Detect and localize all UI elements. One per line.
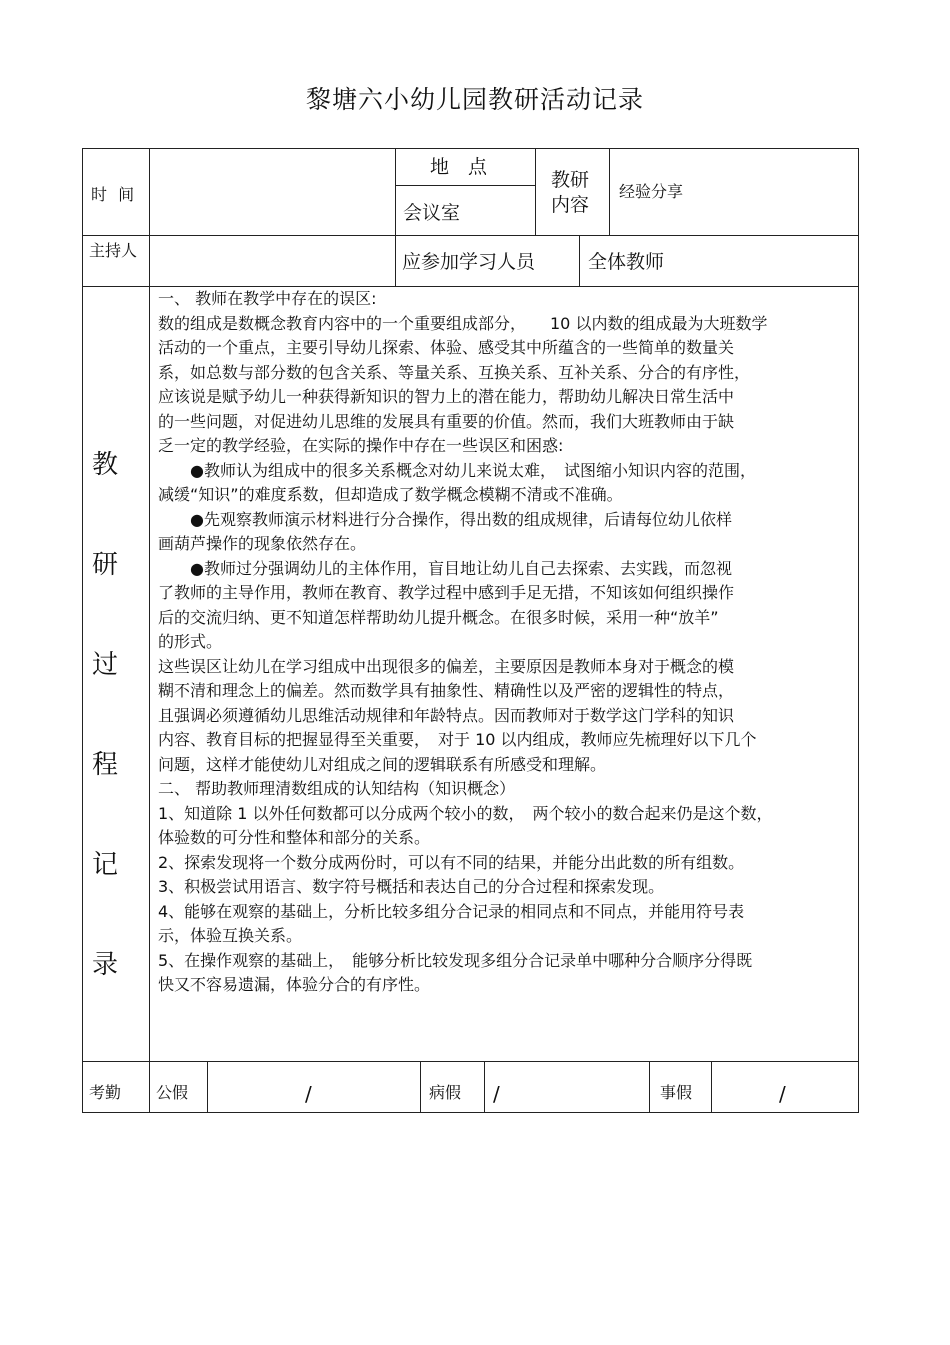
text-line: 且强调必须遵循幼儿思维活动规律和年龄特点。因而教师对于数学这门学科的知识 — [158, 705, 735, 725]
participants-value: 全体教师 — [588, 251, 665, 273]
row-divider — [82, 235, 859, 236]
text-line: 减缓“知识”的难度系数，但却造成了数学概念模糊不清或不准确。 — [158, 485, 623, 504]
text-line: 问题，这样才能使幼儿对组成之间的逻辑联系有所感受和理解。 — [158, 754, 607, 774]
official-leave-label: 公假 — [156, 1083, 189, 1102]
col-divider — [711, 1061, 712, 1113]
text-line: 1、知道除 1 以外任何数都可以分成两个较小的数， 两个较小的数合起来仍是这个数， — [158, 803, 773, 823]
content-label-line1: 教研 — [551, 169, 590, 191]
process-label-char: 教 — [92, 450, 119, 480]
text-line: 2、探索发现将一个数分成两份时，可以有不同的结果，并能分出此数的所有组数。 — [158, 852, 745, 872]
personal-leave-value: / — [779, 1082, 786, 1106]
text-line: 画葫芦操作的现象依然存在。 — [158, 534, 367, 553]
text-line: 乏一定的教学经验，在实际的操作中存在一些误区和困惑: — [158, 436, 564, 455]
table-border-left — [82, 148, 83, 1113]
table-border-right — [858, 148, 859, 1113]
row-divider — [82, 1061, 859, 1062]
text-line: 内容、教育目标的把握显得至关重要， 对于 10 以内组成，教师应先梳理好以下几个 — [158, 730, 757, 749]
text-line: 的一些问题，对促进幼儿思维的发展具有重要的价值。然而，我们大班教师由于缺 — [158, 411, 735, 431]
col-divider — [649, 1061, 650, 1113]
page-title: 黎塘六小幼儿园教研活动记录 — [305, 85, 644, 114]
sick-leave-label: 病假 — [429, 1083, 462, 1102]
content-value: 经验分享 — [619, 182, 684, 201]
col-divider — [395, 148, 396, 286]
sick-leave-value: / — [493, 1082, 500, 1106]
col-divider — [579, 235, 580, 286]
text-line: ●教师过分强调幼儿的主体作用，盲目地让幼儿自己去探索、去实践，而忽视 — [158, 558, 732, 578]
location-value: 会议室 — [403, 202, 461, 224]
col-divider — [609, 148, 610, 235]
col-divider — [149, 148, 150, 1113]
text-line: 这些误区让幼儿在学习组成中出现很多的偏差，主要原因是教师本身对于概念的模 — [158, 656, 735, 676]
text-line: 示，体验互换关系。 — [158, 926, 303, 945]
text-line: 体验数的可分性和整体和部分的关系。 — [158, 828, 431, 847]
personal-leave-label: 事假 — [660, 1083, 693, 1102]
process-label-char: 记 — [92, 850, 119, 880]
text-line: 的形式。 — [158, 632, 223, 651]
content-label-line2: 内容 — [551, 194, 590, 216]
text-line: 一、 教师在教学中存在的误区: — [158, 289, 377, 308]
text-line: 后的交流归纳、更不知道怎样帮助幼儿提升概念。在很多时候，采用一种“放羊” — [158, 607, 719, 627]
col-divider — [484, 1061, 485, 1113]
text-line: 数的组成是数概念教育内容中的一个重要组成部分， 10 以内数的组成最为大班数学 — [158, 313, 768, 333]
participants-label: 应参加学习人员 — [402, 251, 536, 273]
text-line: 快又不容易遗漏，体验分合的有序性。 — [158, 975, 431, 994]
location-label: 地 点 — [430, 156, 488, 178]
text-line: 应该说是赋予幼儿一种获得新知识的智力上的潜在能力，帮助幼儿解决日常生活中 — [158, 387, 735, 406]
attendance-label: 考勤 — [89, 1083, 122, 1102]
col-divider — [207, 1061, 208, 1113]
process-label-char: 过 — [92, 650, 119, 680]
col-divider — [420, 1061, 421, 1113]
process-label-char: 研 — [92, 550, 119, 580]
time-label: 时 间 — [91, 185, 138, 204]
text-line: 5、在操作观察的基础上， 能够分析比较发现多组分合记录单中哪种分合顺序分得既 — [158, 950, 753, 970]
host-label: 主持人 — [89, 241, 138, 260]
text-line: 4、能够在观察的基础上，分析比较多组分合记录的相同点和不同点，并能用符号表 — [158, 901, 745, 921]
location-divider — [395, 185, 535, 186]
text-line: ●教师认为组成中的很多关系概念对幼儿来说太难， 试图缩小知识内容的范围， — [158, 460, 756, 480]
text-line: 系，如总数与部分数的包含关系、等量关系、互换关系、互补关系、分合的有序性， — [158, 362, 751, 382]
text-line: 二、 帮助教师理清数组成的认知结构（知识概念） — [158, 779, 516, 798]
official-leave-value: / — [305, 1082, 312, 1106]
process-record-text — [158, 287, 848, 998]
text-line: 活动的一个重点，主要引导幼儿探索、体验、感受其中所蕴含的一些简单的数量关 — [158, 338, 735, 357]
table-border-bottom — [82, 1112, 859, 1113]
text-line: 糊不清和理念上的偏差。然而数学具有抽象性、精确性以及严密的逻辑性的特点， — [158, 681, 735, 700]
table-border-top — [82, 148, 859, 149]
col-divider — [535, 148, 536, 235]
process-label-char: 程 — [92, 750, 119, 780]
process-label-char: 录 — [92, 950, 119, 980]
text-line: 3、积极尝试用语言、数字符号概括和表达自己的分合过程和探索发现。 — [158, 877, 665, 896]
text-line: ●先观察教师演示材料进行分合操作，得出数的组成规律，后请每位幼儿依样 — [158, 509, 732, 529]
text-line: 了教师的主导作用，教师在教育、教学过程中感到手足无措，不知该如何组织操作 — [158, 583, 735, 602]
